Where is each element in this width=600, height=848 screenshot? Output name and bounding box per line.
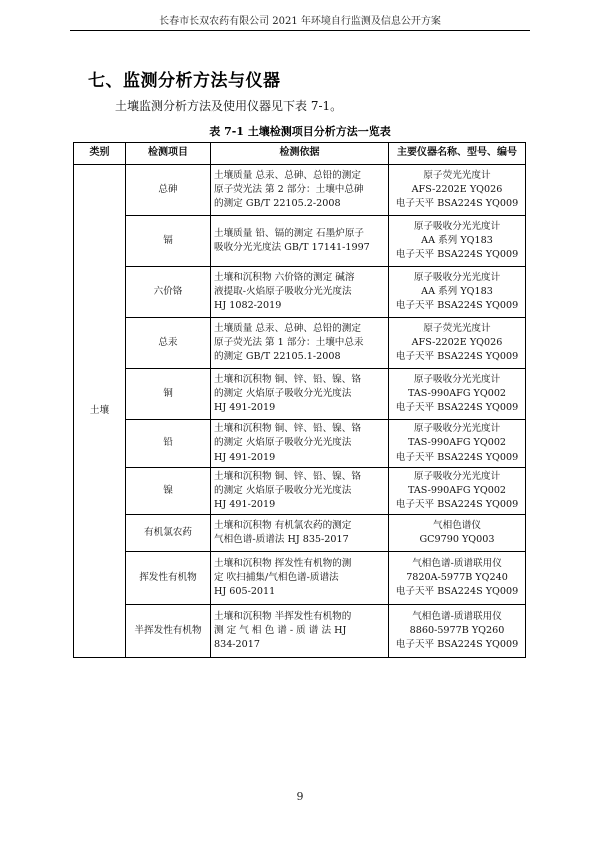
instrument-cell — [389, 165, 526, 216]
basis-cell — [211, 420, 389, 468]
item-cell: 总砷 — [126, 165, 211, 216]
instrument-line: 原子吸收分光光度计 — [413, 220, 501, 232]
item-cell: 半挥发性有机物 — [126, 605, 211, 658]
basis-line: 定 吹扫捕集/气相色谱-质谱法 — [214, 571, 339, 583]
instrument-line: 气相色谱-质谱联用仪 — [412, 557, 502, 569]
instrument-cell — [389, 552, 526, 605]
column-header-category: 类别 — [74, 143, 126, 165]
item-cell: 镍 — [126, 468, 211, 515]
table-row — [74, 420, 526, 468]
basis-line: 的测定 火焰原子吸收分光光度法 — [214, 387, 352, 399]
basis-line: 土壤质量 铅、镉的测定 石墨炉原子 — [214, 227, 365, 239]
instrument-line: AA 系列 YQ183 — [421, 285, 493, 297]
basis-line: 土壤质量 总汞、总砷、总铅的测定 — [214, 322, 361, 334]
item-cell: 镉 — [126, 216, 211, 267]
basis-line: 原子荧光法 第 2 部分：土壤中总砷 — [214, 183, 364, 195]
basis-cell — [211, 552, 389, 605]
instrument-line: 原子吸收分光光度计 — [413, 373, 501, 385]
item-cell: 有机氯农药 — [126, 515, 211, 552]
table-body — [74, 165, 526, 658]
basis-line: HJ 605-2011 — [214, 586, 276, 598]
table-row — [74, 369, 526, 420]
table-row — [74, 318, 526, 369]
basis-line: 土壤和沉积物 挥发性有机物的测 — [214, 557, 352, 569]
instrument-cell — [389, 420, 526, 468]
table-row — [74, 552, 526, 605]
instrument-cell — [389, 318, 526, 369]
basis-cell — [211, 165, 389, 216]
instrument-line: 电子天平 BSA224S YQ009 — [395, 249, 519, 261]
column-header-item: 检测项目 — [126, 143, 211, 165]
basis-line: 土壤和沉积物 六价铬的测定 碱溶 — [214, 271, 355, 283]
instrument-line: 原子吸收分光光度计 — [413, 470, 501, 482]
instrument-line: 电子天平 BSA224S YQ009 — [395, 402, 519, 414]
basis-line: HJ 491-2019 — [214, 451, 276, 463]
instrument-cell — [389, 468, 526, 515]
table-row — [74, 165, 526, 216]
instrument-line: 8860-5977B YQ260 — [409, 624, 505, 636]
basis-line: 液提取-火焰原子吸收分光光度法 — [214, 285, 352, 297]
basis-line: 土壤和沉积物 铜、锌、铅、镍、铬 — [214, 423, 361, 435]
table-row — [74, 267, 526, 318]
basis-cell — [211, 216, 389, 267]
instrument-line: AFS-2202E YQ026 — [411, 183, 503, 195]
item-cell: 挥发性有机物 — [126, 552, 211, 605]
instrument-cell — [389, 216, 526, 267]
item-cell: 总汞 — [126, 318, 211, 369]
instrument-line: 电子天平 BSA224S YQ009 — [395, 451, 519, 463]
instrument-cell — [389, 515, 526, 552]
instrument-line: GC9790 YQ003 — [419, 534, 495, 545]
basis-line: HJ 491-2019 — [214, 402, 276, 414]
table-caption: 表 7-1 土壤检测项目分析方法一览表 — [209, 125, 391, 138]
basis-line: 原子荧光法 第 1 部分：土壤中总汞 — [214, 336, 364, 348]
header-divider — [70, 30, 530, 31]
basis-line: 土壤和沉积物 铜、锌、铅、镍、铬 — [214, 470, 361, 482]
basis-line: 气相色谱-质谱法 HJ 835-2017 — [214, 534, 349, 545]
basis-cell — [211, 267, 389, 318]
page-number: 9 — [296, 790, 304, 803]
instrument-line: 原子荧光光度计 — [423, 169, 491, 181]
instrument-line: 原子吸收分光光度计 — [413, 423, 501, 435]
methods-table — [73, 142, 526, 658]
instrument-line: TAS-990AFG YQ002 — [407, 484, 507, 496]
basis-cell — [211, 605, 389, 658]
instrument-line: 气相色谱-质谱联用仪 — [412, 610, 502, 622]
instrument-line: 原子吸收分光光度计 — [413, 271, 501, 283]
basis-cell — [211, 468, 389, 515]
table-row — [74, 605, 526, 658]
instrument-line: 电子天平 BSA224S YQ009 — [395, 586, 519, 598]
instrument-line: 电子天平 BSA224S YQ009 — [395, 351, 519, 363]
basis-line: 834-2017 — [214, 639, 260, 651]
table-row — [74, 468, 526, 515]
basis-line: 的测定 GB/T 22105.2-2008 — [214, 198, 341, 210]
table-row — [74, 515, 526, 552]
item-cell: 铜 — [126, 369, 211, 420]
basis-line: 土壤和沉积物 半挥发性有机物的 — [214, 610, 352, 622]
basis-cell — [211, 515, 389, 552]
basis-line: 的测定 火焰原子吸收分光光度法 — [214, 484, 352, 496]
instrument-line: 气相色谱仪 — [433, 519, 481, 531]
category-cell: 土壤 — [74, 165, 126, 658]
table-header-row — [74, 143, 526, 165]
instrument-line: AA 系列 YQ183 — [421, 234, 493, 246]
instrument-line: TAS-990AFG YQ002 — [407, 387, 507, 399]
column-header-instruments: 主要仪器名称、型号、编号 — [389, 143, 526, 165]
instrument-line: 电子天平 BSA224S YQ009 — [395, 198, 519, 210]
basis-line: 土壤和沉积物 有机氯农药的测定 — [214, 519, 352, 531]
basis-line: HJ 1082-2019 — [214, 300, 282, 312]
basis-line: HJ 491-2019 — [214, 499, 276, 511]
instrument-cell — [389, 605, 526, 658]
basis-line: 的测定 GB/T 22105.1-2008 — [214, 351, 341, 363]
instrument-cell — [389, 369, 526, 420]
instrument-line: 电子天平 BSA224S YQ009 — [395, 300, 519, 312]
instrument-line: 7820A-5977B YQ240 — [406, 571, 508, 583]
section-title: 七、监测分析方法与仪器 — [88, 71, 281, 91]
instrument-line: 原子荧光光度计 — [423, 322, 491, 334]
basis-cell — [211, 369, 389, 420]
basis-line: 土壤质量 总汞、总砷、总铅的测定 — [214, 169, 361, 181]
item-cell: 铅 — [126, 420, 211, 468]
instrument-line: AFS-2202E YQ026 — [411, 336, 503, 348]
basis-line: 测 定 气 相 色 谱 - 质 谱 法 HJ — [214, 624, 347, 636]
basis-line: 土壤和沉积物 铜、锌、铅、镍、铬 — [214, 373, 361, 385]
basis-cell — [211, 318, 389, 369]
column-header-basis: 检测依据 — [211, 143, 389, 165]
table-row — [74, 216, 526, 267]
instrument-cell — [389, 267, 526, 318]
instrument-line: 电子天平 BSA224S YQ009 — [395, 639, 519, 651]
page-header: 长春市长双农药有限公司 2021 年环境自行监测及信息公开方案 — [159, 16, 441, 27]
item-cell: 六价铬 — [126, 267, 211, 318]
instrument-line: 电子天平 BSA224S YQ009 — [395, 499, 519, 511]
basis-line: 吸收分光光度法 GB/T 17141-1997 — [214, 242, 370, 253]
basis-line: 的测定 火焰原子吸收分光光度法 — [214, 437, 352, 449]
instrument-line: TAS-990AFG YQ002 — [407, 437, 507, 449]
section-intro: 土壤监测分析方法及使用仪器见下表 7-1。 — [115, 99, 343, 113]
